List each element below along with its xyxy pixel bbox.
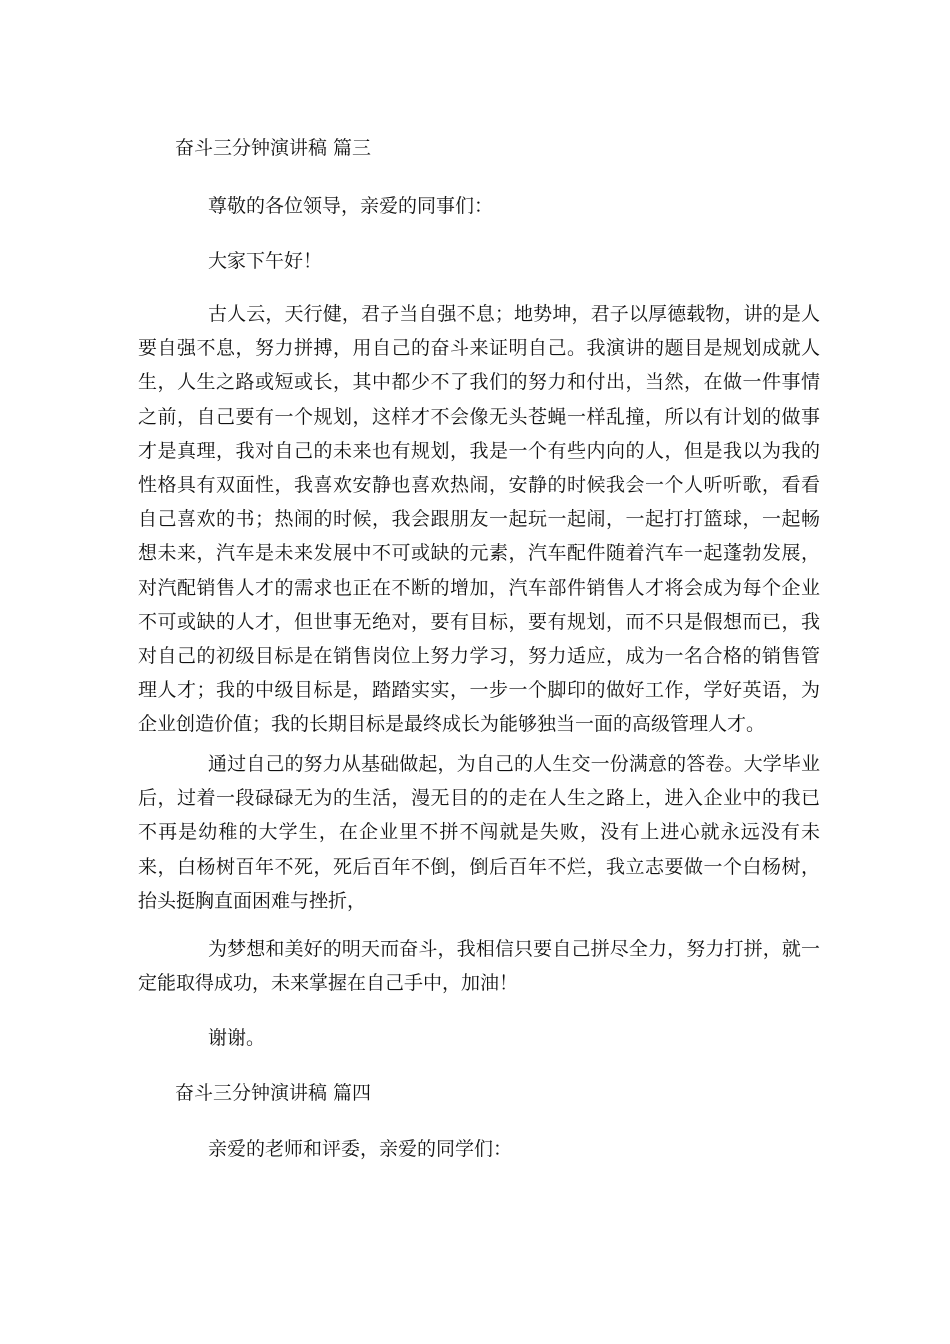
section-three-salutation: 尊敬的各位领导，亲爱的同事们： xyxy=(208,195,494,217)
section-three-heading: 奋斗三分钟演讲稿 篇三 xyxy=(175,137,372,159)
section-four-salutation: 亲爱的老师和评委，亲爱的同学们： xyxy=(208,1138,513,1160)
section-three-paragraph-3: 为梦想和美好的明天而奋斗，我相信只要自己拼尽全力，努力打拼，就一定能取得成功，未来掌握在自己手中，加油！ xyxy=(138,938,820,995)
section-four-heading: 奋斗三分钟演讲稿 篇四 xyxy=(175,1082,372,1104)
section-three-paragraph-2: 通过自己的努力从基础做起，为自己的人生交一份满意的答卷。大学毕业后，过着一段碌碌无为的生活，漫无目的的走在人生之路上，进入企业中的我已不再是幼稚的大学生，在企业里不拼不闯就是失败，没有上进心就永远没有未来，白杨树百年不死，死后百年不倒，倒后百年不烂，我立志要做一个白杨树，抬头挺胸直面困难与挫折， xyxy=(138,753,820,912)
section-three-closing: 谢谢。 xyxy=(208,1027,266,1049)
section-three-greeting: 大家下午好！ xyxy=(208,250,323,272)
section-three-paragraph-1: 古人云，天行健，君子当自强不息；地势坤，君子以厚德载物，讲的是人要自强不息，努力拼搏，用自己的奋斗来证明自己。我演讲的题目是规划成就人生，人生之路或短或长，其中都少不了我们的努力和付出，当然，在做一件事情之前，自己要有一个规划，这样才不会像无头苍蝇一样乱撞，所以有计划的做事才是真理，我对自己的未来也有规划，我是一个有些内向的人，但是我以为我的性格具有双面性，我喜欢安静也喜欢热闹，安静的时候我会一个人听听歌，看看自己喜欢的书；热闹的时候，我会跟朋友一起玩一起闹，一起打打篮球，一起畅想未来，汽车是未来发展中不可或缺的元素，汽车配件随着汽车一起蓬勃发展，对汽配销售人才的需求也正在不断的增加，汽车部件销售人才将会成为每个企业不可或缺的人才，但世事无绝对，要有目标，要有规划，而不只是假想而已，我对自己的初级目标是在销售岗位上努力学习，努力适应，成为一名合格的销售管理人才；我的中级目标是，踏踏实实，一步一个脚印的做好工作，学好英语，为企业创造价值；我的长期目标是最终成长为能够独当一面的高级管理人才。 xyxy=(138,303,820,736)
